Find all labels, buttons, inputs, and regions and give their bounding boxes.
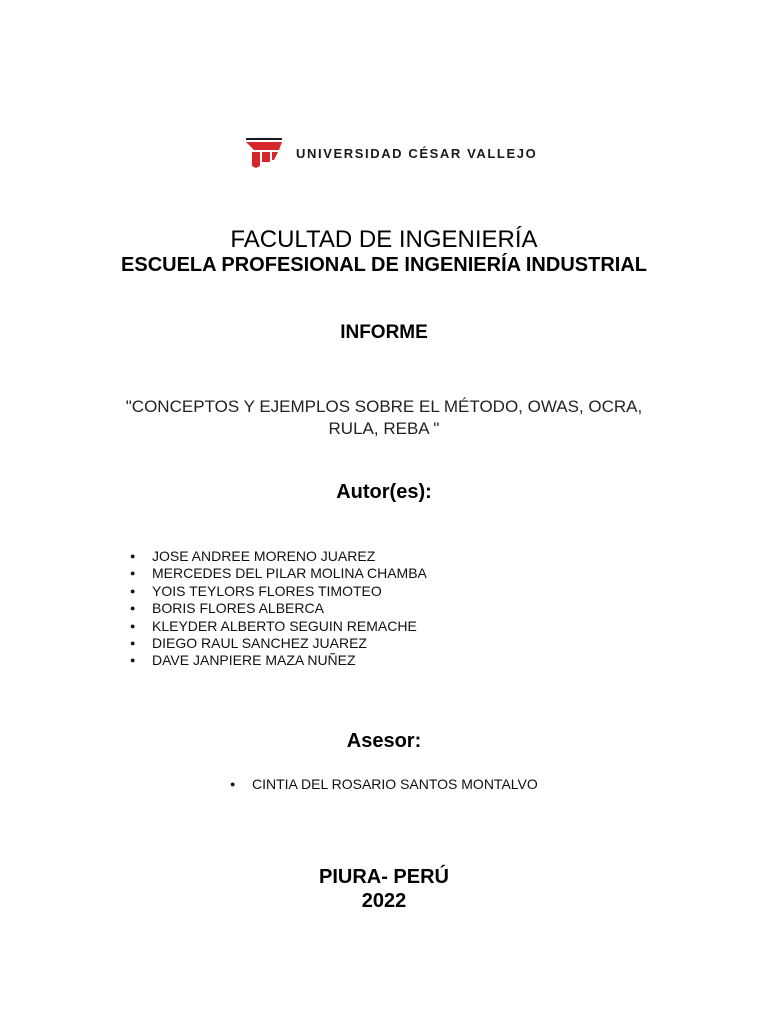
author-item: ● DIEGO RAUL SANCHEZ JUAREZ (120, 635, 427, 652)
report-title-line: RULA, REBA " (328, 419, 440, 438)
faculty-title: FACULTAD DE INGENIERÍA (230, 226, 538, 253)
report-title (0, 396, 768, 440)
advisor-heading: Asesor: (346, 730, 422, 752)
report-type: INFORME (340, 322, 428, 343)
author-item: ● KLEYDER ALBERTO SEGUIN REMACHE (120, 618, 427, 635)
university-name: UNIVERSIDAD CÉSAR VALLEJO (296, 145, 538, 161)
author-item: ● MERCEDES DEL PILAR MOLINA CHAMBA (120, 565, 427, 582)
authors-heading: Autor(es): (336, 481, 432, 503)
ucv-shield-logo-icon (246, 138, 284, 168)
advisor-list (222, 776, 538, 793)
authors-list (120, 548, 427, 670)
city-country: PIURA- PERÚ (318, 866, 449, 888)
author-item: ● JOSE ANDREE MORENO JUAREZ (120, 548, 427, 565)
school-title: ESCUELA PROFESIONAL DE INGENIERÍA INDUSTRIAL (121, 254, 647, 276)
author-item: ● DAVE JANPIERE MAZA NUÑEZ (120, 652, 427, 669)
year: 2022 (361, 890, 407, 912)
advisor-item: ● CINTIA DEL ROSARIO SANTOS MONTALVO (222, 776, 538, 793)
report-title-line: "CONCEPTOS Y EJEMPLOS SOBRE EL MÉTODO, OWAS, OCRA, (125, 397, 643, 416)
author-item: ● BORIS FLORES ALBERCA (120, 600, 427, 617)
author-item: ● YOIS TEYLORS FLORES TIMOTEO (120, 583, 427, 600)
university-logo (246, 138, 537, 168)
